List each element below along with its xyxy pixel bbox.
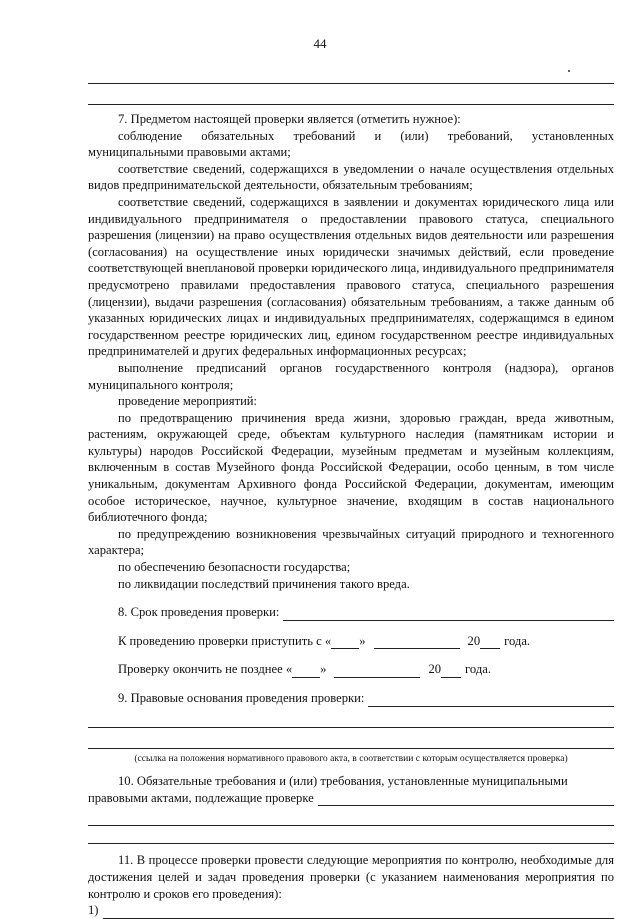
end-year-suffix: года. [465, 662, 491, 677]
start-date-row [88, 633, 614, 650]
end-month-field[interactable] [334, 665, 420, 678]
item9-row [88, 690, 614, 707]
item9-field[interactable] [368, 694, 614, 707]
item8-field[interactable] [283, 608, 614, 621]
item10-field[interactable] [318, 793, 614, 806]
end-year-prefix: 20 [428, 662, 442, 677]
item10-label-2: правовыми актами, подлежащие проверке [88, 790, 314, 805]
item7-option-1: соблюдение обязательных требований и (или) требований, установленных муниципальными правовыми актами; [88, 128, 614, 160]
start-year-suffix: года. [504, 633, 531, 648]
end-year-field[interactable] [441, 665, 461, 678]
item7-option-4: выполнение предписаний органов государственного контроля (надзора), органов муниципального контроля; [88, 360, 614, 392]
item7-option-9: по ликвидации последствий причинения такого вреда. [118, 576, 410, 591]
item10-label-1: 10. Обязательные требования и (или) требования, установленные муниципальными [118, 774, 568, 789]
item7-option-6: по предотвращению причинения вреда жизни, здоровью граждан, вреда животным, растениям, окружающей среде, объектам культурного наследия (памятникам истории и культуры) народов Российской Федерации, музейным предметам и музейным коллекциям, включенным в состав Музейного фонда Российской Федерации, особо ценным, в том числе уникальным, документам Архивного фонда Российской Федерации, документам, имеющим особое историческое, научное, культурное значение, входящим в состав национального библиотечного фонда; [88, 410, 614, 525]
item10-line-2[interactable] [88, 825, 614, 826]
speck-mark [568, 70, 570, 72]
item7-heading: 7. Предметом настоящей проверки является (отметить нужное): [118, 112, 461, 126]
item9-line-2[interactable] [88, 727, 614, 728]
start-year-field[interactable] [480, 636, 500, 649]
end-day-field[interactable] [292, 665, 320, 678]
item8-row [88, 604, 614, 621]
item10-row [88, 790, 614, 807]
start-date-prefix: К проведению проверки приступить с « [118, 633, 332, 648]
item11-marker: 1) [88, 903, 99, 918]
item9-label: 9. Правовые основания проведения проверки: [118, 691, 365, 705]
item7-option-7: по предупреждению возникновения чрезвычайных ситуаций природного и техногенного характера; [88, 526, 614, 558]
start-year-prefix: 20 [467, 633, 481, 648]
item7-option-3: соответствие сведений, содержащихся в заявлении и документах юридического лица или индивидуального предпринимателя о предоставлении правового статуса, специального разрешения (лицензии) на право осуществления отдельных видов деятельности или разрешения (согласования) на осуществление иных юридически значимых действий, если проведение соответствующей внеплановой проверки юридического лица, индивидуального предпринимателя предусмотрено правилами предоставления правового статуса, специального разрешения (лицензии), выдачи разрешения (согласования) обязательным требованиям, а также данным об указанных юридических лицах и индивидуальных предпринимателях, содержащимся в едином государственном реестре юридических лиц, едином государственном реестре индивидуальных предпринимателей и других федеральных информационных ресурсах; [88, 194, 614, 359]
end-date-row [88, 661, 614, 678]
item7-option-2: соответствие сведений, содержащихся в уведомлении о начале осуществления отдельных видов предпринимательской деятельности, обязательным требованиям; [88, 161, 614, 193]
item9-note: (ссылка на положения нормативного правового акта, в соответствии с которым осуществляется проверка) [134, 752, 568, 764]
page-number: 44 [313, 36, 327, 51]
end-date-quote: » [320, 662, 327, 677]
end-date-prefix: Проверку окончить не позднее « [118, 662, 293, 677]
top-rule-2 [88, 104, 614, 105]
item7-option-5: проведение мероприятий: [118, 394, 258, 409]
item11-field-1[interactable] [103, 906, 615, 919]
start-month-field[interactable] [374, 636, 460, 649]
start-day-field[interactable] [331, 636, 359, 649]
item7-option-8: по обеспечению безопасности государства; [118, 560, 351, 575]
start-date-quote: » [359, 633, 366, 648]
top-rule-1 [88, 83, 614, 84]
item11-text: 11. В процессе проверки провести следующие мероприятия по контролю, необходимые для достижения целей и задач проведения проверки (с указанием наименования мероприятия по контролю и сроков его проведения): [88, 853, 614, 901]
item8-label: 8. Срок проведения проверки: [118, 605, 280, 620]
item10-line-3[interactable] [88, 843, 614, 844]
form-content [88, 111, 614, 919]
item9-line-3[interactable] [88, 748, 614, 749]
